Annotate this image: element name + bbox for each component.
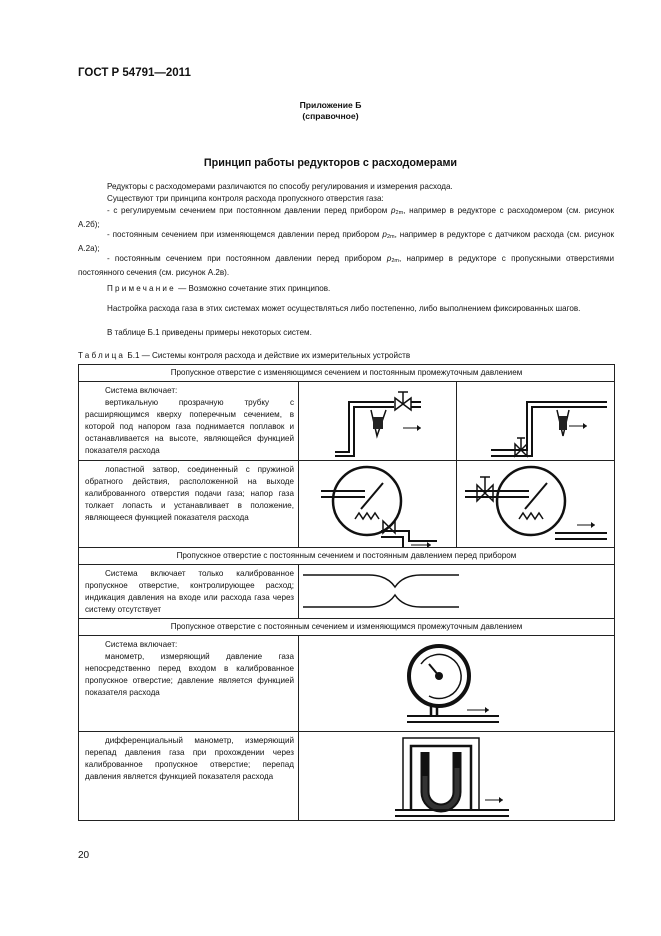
paragraph: Настройка расхода газа в этих системах может осуществляться либо постепенно, либо выполнением фиксированных шагов. <box>107 304 581 313</box>
table-caption: Таблица Б.1 — Системы контроля расхода и действие их измерительных устройств <box>78 351 411 360</box>
figure-cell <box>299 382 457 461</box>
figure-cell <box>299 461 457 548</box>
appendix-title: Приложение Б <box>299 100 362 110</box>
orifice-diagram <box>299 565 615 615</box>
figure-cell <box>299 732 615 821</box>
vane-diagram-2 <box>457 461 615 547</box>
rotameter-diagram-2 <box>457 382 615 460</box>
manometer-diagram <box>299 636 615 731</box>
page-number: 20 <box>78 850 90 861</box>
differential-manometer-diagram <box>299 732 615 820</box>
table-cell: лопастной затвор, соединенный с пружиной обратного действия, расположенной на выходе калиброванного отверстия подачи газа; напор газа толкает лопасть и устанавливает в положение, являющееся функцией показателя расхода <box>79 461 299 548</box>
figure-cell <box>299 565 615 619</box>
paragraph: Редукторы с расходомерами различаются по способу регулирования и измерения расхода. <box>107 182 453 191</box>
figure-cell <box>457 461 615 548</box>
group-header: Пропускное отверстие с изменяющимся сечением и постоянным промежуточным давлением <box>79 365 615 382</box>
table-cell: Система включает только калиброванное пропускное отверстие, контролирующее расход; индикация давления на входе или расхода газа через систему отсутствует <box>79 565 299 619</box>
table-cell: Система включает: манометр, измеряющий давление газа непосредственно перед входом в калиброванное пропускное отверстие; давление является функцией показателя расхода <box>79 636 299 732</box>
appendix-kind: (справочное) <box>302 111 359 121</box>
table-cell: Система включает: вертикальную прозрачную трубку с расширяющимся кверху поперечным сечением, в которой под напором газа поднимается поплавок и останавливается на высоте, являющейся функцией показателя расхода <box>79 382 299 461</box>
figure-cell <box>457 382 615 461</box>
document-header: ГОСТ Р 54791—2011 <box>78 67 191 79</box>
note: Примечание — Возможно сочетание этих принципов. <box>107 284 331 293</box>
section-title: Принцип работы редукторов с расходомерами <box>203 157 458 169</box>
vane-diagram-1 <box>299 461 457 547</box>
paragraph-list-item: - постоянным сечением при постоянном давлении перед прибором p2m, например в редукторе с пропускными отверстиями постоянного сечения (см. рисунок А.2в). <box>78 254 614 277</box>
rotameter-diagram-1 <box>299 382 457 460</box>
paragraph-list-item: - постоянным сечением при изменяющемся давлении перед прибором p2m, например в редукторе с датчиком расхода (см. рисунок А.2а); <box>78 230 614 253</box>
paragraph: Существуют три принципа контроля расхода пропускного отверстия газа: <box>107 194 384 203</box>
group-header: Пропускное отверстие с постоянным сечением и изменяющимся промежуточным давлением <box>79 619 615 636</box>
systems-table <box>78 364 615 821</box>
group-header: Пропускное отверстие с постоянным сечением и постоянным давлением перед прибором <box>79 548 615 565</box>
figure-cell <box>299 636 615 732</box>
paragraph-list-item: - с регулируемым сечением при постоянном давлении перед прибором p2m, например в редукторе с расходомером (см. рисунок А.2б); <box>78 206 614 229</box>
paragraph: В таблице Б.1 приведены примеры некоторых систем. <box>107 328 312 337</box>
table-cell: дифференциальный манометр, измеряющий перепад давления газа при прохождении через калиброванное пропускное отверстие; перепад давления является функцией показателя расхода <box>79 732 299 821</box>
